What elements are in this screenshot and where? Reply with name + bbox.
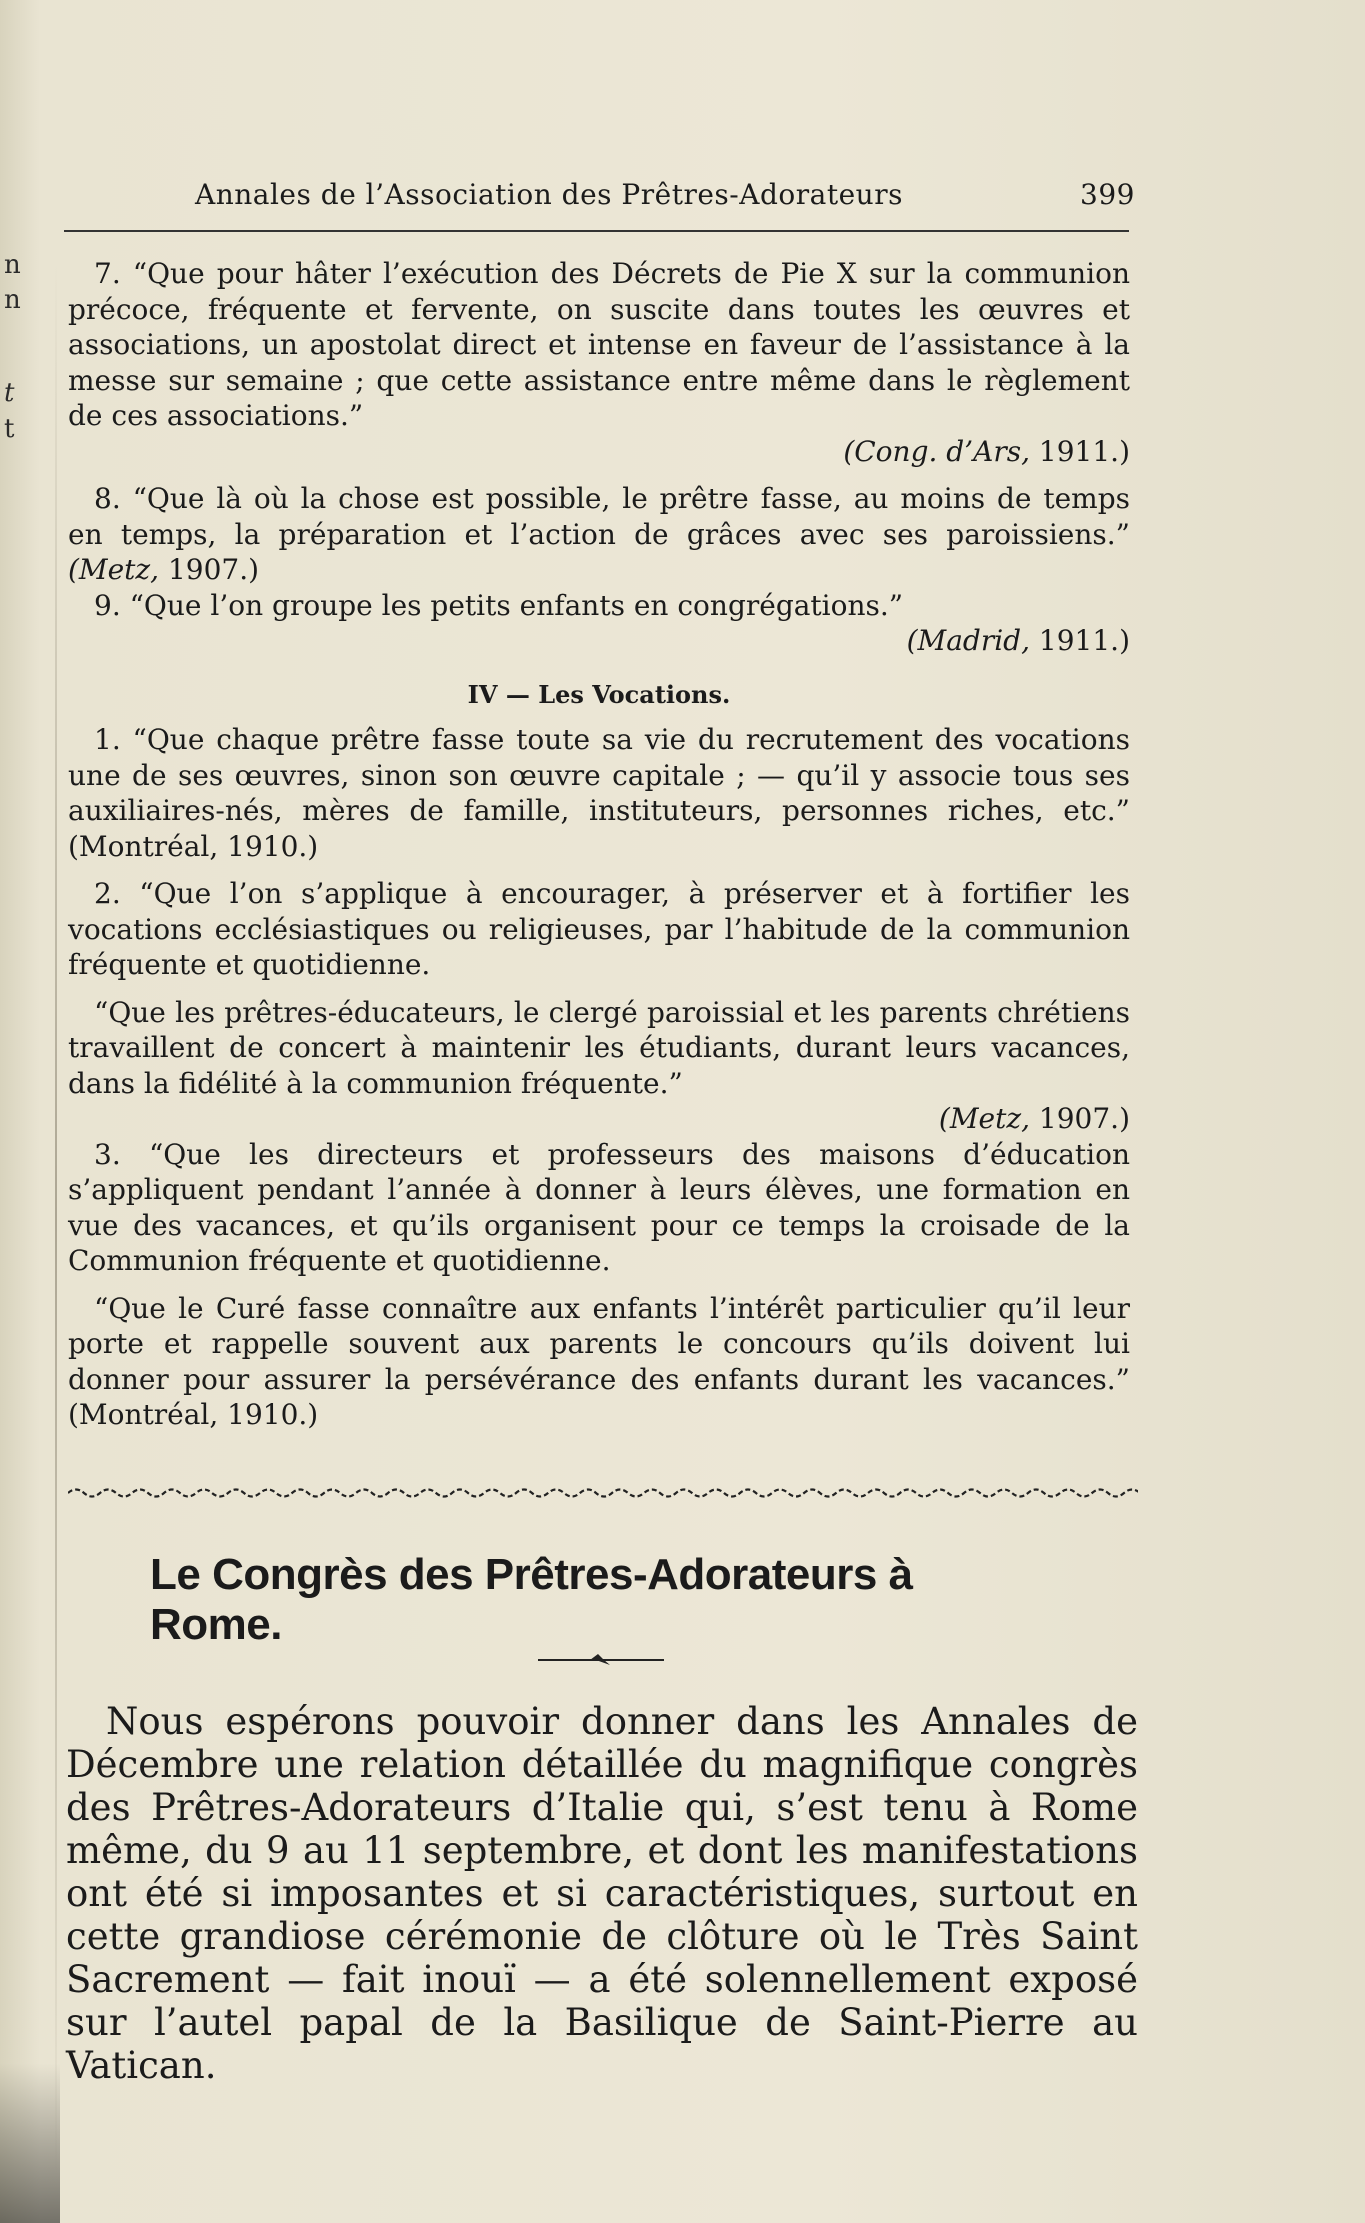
- ornament-pattern: [68, 1486, 1138, 1500]
- gutter-shadow: [55, 260, 57, 2180]
- ornamental-border: [68, 1484, 1138, 1505]
- resolution-8: 8. “Que là où la chose est possible, le prêtre fasse, au moins de temps en temps, la préparation et l’action de grâces avec ses paroissiens.” (Metz, 1907.): [68, 482, 1130, 586]
- vocations-1: 1. “Que chaque prêtre fasse toute sa vie du recrutement des vocations une de ses œuvres, sinon son œuvre capitale ; — qu’il y associe tous ses auxiliaires-nés, mères de famille, instituteurs, personnes riches, etc.” (Montréal, 1910.): [68, 723, 1130, 863]
- margin-fragment: n: [4, 285, 21, 315]
- article-title: Le Congrès des Prêtres-Adorateurs à Rome.: [150, 1550, 913, 1649]
- vocations-2b: “Que les prêtres-éducateurs, le clergé paroissial et les parents chrétiens travaillent de concert à maintenir les étudiants, durant leurs vacances, dans la fidélité à la communion fréquente.”: [68, 995, 1130, 1100]
- vocations-2: 2. “Que l’on s’applique à encourager, à préserver et à fortifier les vocations ecclésiastiques ou religieuses, par l’habitude de la communion fréquente et quotidienne.: [68, 877, 1130, 981]
- header-rule: [64, 230, 1129, 232]
- citation-7: (Cong. d’Ars, 1911.): [843, 434, 1130, 468]
- vocations-3: 3. “Que les directeurs et professeurs des maisons d’éducation s’appliquent pendant l’année à donner à leurs élèves, une formation en vue des vacances, et qu’ils organisent pour ce temps la croisade de la Communion fréquente et quotidienne.: [68, 1137, 1130, 1277]
- resolution-7: 7. “Que pour hâter l’exécution des Décrets de Pie X sur la communion précoce, fréquente et fervente, on suscite dans toutes les œuvres et associations, un apostolat direct et intense en faveur de l’assistance à la messe sur semaine ; que cette assistance entre même dans le règlement de ces associations.”: [68, 257, 1130, 432]
- citation-9: (Madrid, 1911.): [906, 624, 1130, 657]
- margin-fragment: t: [4, 414, 15, 444]
- citation-metz: (Metz, 1907.): [938, 1102, 1130, 1135]
- section-heading: IV — Les Vocations.: [467, 679, 731, 709]
- binding-shadow: [0, 2063, 60, 2223]
- title-divider: [538, 1651, 664, 1667]
- resolution-9: 9. “Que l’on groupe les petits enfants en congrégations.”: [94, 588, 904, 622]
- running-header-title: Annales de l’Association des Prêtres-Adorateurs: [195, 178, 903, 211]
- body-text: [68, 256, 1130, 1433]
- margin-fragment: n: [4, 250, 21, 280]
- margin-fragment: t: [4, 378, 15, 408]
- vocations-3b: “Que le Curé fasse connaître aux enfants l’intérêt particulier qu’il leur porte et rappelle souvent aux parents le concours qu’ils doivent lui donner pour assurer la persévérance des enfants durant les vacances.” (Montréal, 1910.): [68, 1291, 1130, 1431]
- article-paragraph: Nous espérons pouvoir donner dans les Annales de Décembre une relation détaillée du magnifique congrès des Prêtres-Adorateurs d’Italie qui, s’est tenu à Rome même, du 9 au 11 septembre, et dont les manifestations ont été si imposantes et si caractéristiques, surtout en cette grandiose cérémonie de clôture où le Très Saint Sacrement — fait inouï — a été solennellement exposé sur l’autel papal de la Basilique de Saint-Pierre au Vatican.: [66, 1700, 1138, 2087]
- page-number: 399: [1080, 178, 1135, 211]
